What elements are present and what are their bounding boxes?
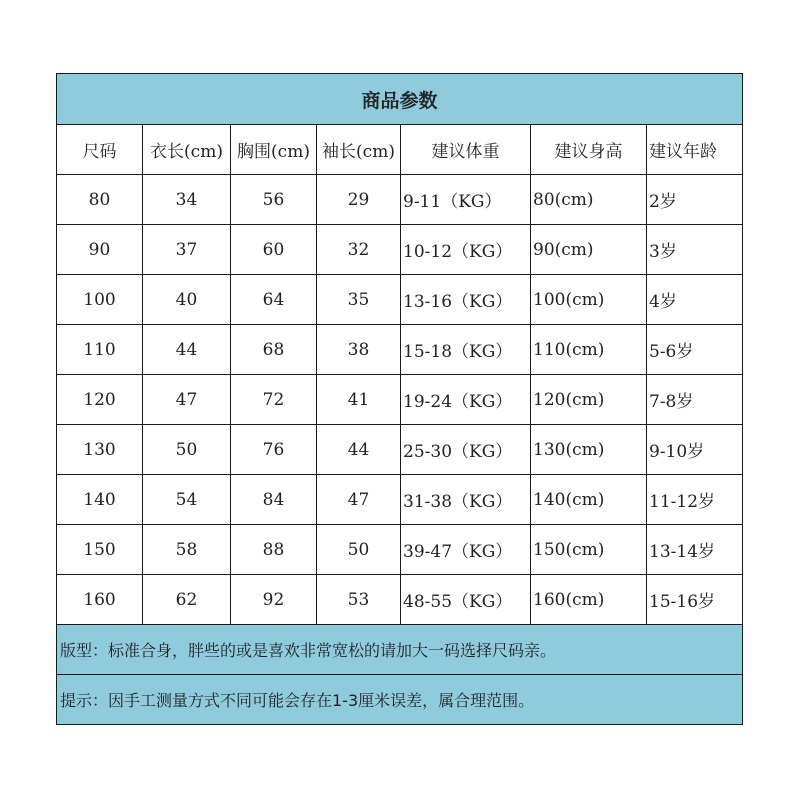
header-chest: 胸围(cm)	[231, 125, 317, 175]
cell-age: 9-10岁	[647, 425, 743, 475]
cell-length: 44	[143, 325, 231, 375]
cell-height: 100(cm)	[531, 275, 647, 325]
cell-height: 110(cm)	[531, 325, 647, 375]
cell-height: 160(cm)	[531, 575, 647, 625]
cell-length: 62	[143, 575, 231, 625]
size-chart	[56, 73, 742, 725]
header-weight: 建议体重	[401, 125, 531, 175]
cell-sleeve: 41	[317, 375, 401, 425]
cell-size: 160	[57, 575, 143, 625]
cell-height: 80(cm)	[531, 175, 647, 225]
cell-sleeve: 35	[317, 275, 401, 325]
cell-size: 90	[57, 225, 143, 275]
cell-size: 110	[57, 325, 143, 375]
note-row-tip	[57, 675, 743, 725]
header-height: 建议身高	[531, 125, 647, 175]
cell-length: 58	[143, 525, 231, 575]
cell-height: 140(cm)	[531, 475, 647, 525]
cell-weight: 31-38（KG）	[401, 475, 531, 525]
cell-age: 7-8岁	[647, 375, 743, 425]
cell-chest: 56	[231, 175, 317, 225]
cell-sleeve: 29	[317, 175, 401, 225]
cell-length: 54	[143, 475, 231, 525]
cell-weight: 10-12（KG）	[401, 225, 531, 275]
cell-weight: 13-16（KG）	[401, 275, 531, 325]
cell-sleeve: 44	[317, 425, 401, 475]
cell-chest: 64	[231, 275, 317, 325]
cell-length: 40	[143, 275, 231, 325]
header-length: 衣长(cm)	[143, 125, 231, 175]
note-row-fit	[57, 625, 743, 675]
table-row	[57, 475, 743, 525]
cell-height: 130(cm)	[531, 425, 647, 475]
table-row	[57, 175, 743, 225]
cell-size: 100	[57, 275, 143, 325]
table-row	[57, 525, 743, 575]
cell-length: 47	[143, 375, 231, 425]
cell-height: 120(cm)	[531, 375, 647, 425]
cell-sleeve: 50	[317, 525, 401, 575]
table-row	[57, 275, 743, 325]
cell-chest: 72	[231, 375, 317, 425]
cell-size: 80	[57, 175, 143, 225]
cell-weight: 39-47（KG）	[401, 525, 531, 575]
cell-chest: 76	[231, 425, 317, 475]
header-sleeve: 袖长(cm)	[317, 125, 401, 175]
cell-chest: 84	[231, 475, 317, 525]
cell-size: 120	[57, 375, 143, 425]
cell-chest: 92	[231, 575, 317, 625]
cell-length: 34	[143, 175, 231, 225]
cell-chest: 60	[231, 225, 317, 275]
fit-note: 版型：标准合身，胖些的或是喜欢非常宽松的请加大一码选择尺码亲。	[57, 625, 743, 675]
cell-age: 15-16岁	[647, 575, 743, 625]
cell-weight: 25-30（KG）	[401, 425, 531, 475]
table-row	[57, 225, 743, 275]
cell-chest: 88	[231, 525, 317, 575]
table-row	[57, 425, 743, 475]
header-age: 建议年龄	[647, 125, 743, 175]
cell-size: 130	[57, 425, 143, 475]
table-row	[57, 575, 743, 625]
cell-sleeve: 47	[317, 475, 401, 525]
measure-tip: 提示：因手工测量方式不同可能会存在1-3厘米误差，属合理范围。	[57, 675, 743, 725]
cell-age: 11-12岁	[647, 475, 743, 525]
header-size: 尺码	[57, 125, 143, 175]
cell-weight: 9-11（KG）	[401, 175, 531, 225]
cell-weight: 48-55（KG）	[401, 575, 531, 625]
cell-length: 50	[143, 425, 231, 475]
title-row	[57, 74, 743, 125]
table-row	[57, 375, 743, 425]
table-row	[57, 325, 743, 375]
cell-length: 37	[143, 225, 231, 275]
cell-age: 3岁	[647, 225, 743, 275]
cell-age: 2岁	[647, 175, 743, 225]
cell-sleeve: 53	[317, 575, 401, 625]
cell-sleeve: 32	[317, 225, 401, 275]
size-table	[56, 73, 743, 725]
cell-weight: 19-24（KG）	[401, 375, 531, 425]
cell-height: 90(cm)	[531, 225, 647, 275]
cell-chest: 68	[231, 325, 317, 375]
cell-height: 150(cm)	[531, 525, 647, 575]
cell-age: 4岁	[647, 275, 743, 325]
cell-weight: 15-18（KG）	[401, 325, 531, 375]
cell-age: 5-6岁	[647, 325, 743, 375]
cell-sleeve: 38	[317, 325, 401, 375]
cell-size: 140	[57, 475, 143, 525]
cell-age: 13-14岁	[647, 525, 743, 575]
header-row	[57, 125, 743, 175]
cell-size: 150	[57, 525, 143, 575]
table-title: 商品参数	[57, 74, 743, 125]
